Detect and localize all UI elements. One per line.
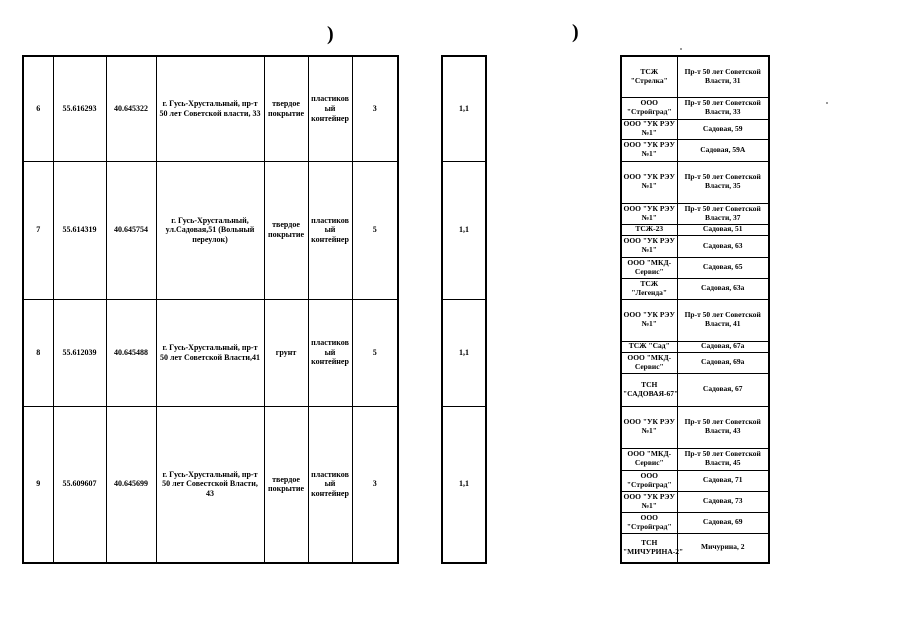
container-type-cell: пластиков ый контейнер bbox=[308, 299, 352, 406]
table-row bbox=[621, 56, 769, 97]
table-row bbox=[621, 512, 769, 533]
page-mark-right: ) bbox=[572, 21, 579, 43]
address-cell: г. Гусь-Хрустальный, пр-т 50 лет Советской власти, 33 bbox=[156, 56, 264, 161]
building-address-cell: Садовая, 63а bbox=[677, 278, 769, 299]
latitude-cell: 55.614319 bbox=[53, 161, 106, 299]
table-row bbox=[621, 278, 769, 299]
table-row bbox=[621, 373, 769, 406]
longitude-cell: 40.645322 bbox=[106, 56, 156, 161]
table-row bbox=[23, 161, 398, 299]
table-row bbox=[621, 97, 769, 119]
table-row bbox=[621, 224, 769, 235]
building-address-cell: Садовая, 71 bbox=[677, 470, 769, 491]
table-row bbox=[621, 299, 769, 341]
table-row bbox=[23, 299, 398, 406]
table-row bbox=[621, 352, 769, 373]
building-address-cell: Пр-т 50 лет Советской Власти, 31 bbox=[677, 56, 769, 97]
table-row bbox=[442, 299, 486, 406]
surface-cell: твердое покрытие bbox=[264, 406, 308, 563]
organization-cell: ТСЖ "Стрелка" bbox=[621, 56, 677, 97]
organization-cell: ООО "УК РЭУ №1" bbox=[621, 203, 677, 224]
container-sites-table bbox=[22, 55, 399, 564]
scan-speck bbox=[826, 102, 828, 104]
building-address-cell: Садовая, 67а bbox=[677, 341, 769, 352]
building-address-cell: Пр-т 50 лет Советской Власти, 45 bbox=[677, 448, 769, 470]
container-type-cell: пластиков ый контейнер bbox=[308, 161, 352, 299]
table-row bbox=[621, 119, 769, 139]
container-count-cell: 5 bbox=[352, 299, 398, 406]
container-count-cell: 5 bbox=[352, 161, 398, 299]
organization-cell: ООО "УК РЭУ №1" bbox=[621, 299, 677, 341]
coefficient-table bbox=[441, 55, 487, 564]
coefficient-cell: 1,1 bbox=[442, 406, 486, 563]
table-row bbox=[442, 56, 486, 161]
table-row bbox=[621, 406, 769, 448]
row-number: 6 bbox=[23, 56, 53, 161]
table-row bbox=[621, 470, 769, 491]
organization-cell: ООО "УК РЭУ №1" bbox=[621, 406, 677, 448]
building-address-cell: Садовая, 67 bbox=[677, 373, 769, 406]
table-row bbox=[442, 161, 486, 299]
surface-cell: твердое покрытие bbox=[264, 56, 308, 161]
container-type-cell: пластиков ый контейнер bbox=[308, 406, 352, 563]
organization-cell: ООО "Стройград" bbox=[621, 97, 677, 119]
management-organizations-table bbox=[620, 55, 770, 564]
address-cell: г. Гусь-Хрустальный, пр-т 50 лет Советской Власти,41 bbox=[156, 299, 264, 406]
organization-cell: ООО "МКД-Сервис" bbox=[621, 352, 677, 373]
table-row bbox=[621, 203, 769, 224]
building-address-cell: Пр-т 50 лет Советской Власти, 37 bbox=[677, 203, 769, 224]
organization-cell: ООО "Стройград" bbox=[621, 470, 677, 491]
coefficient-cell: 1,1 bbox=[442, 299, 486, 406]
building-address-cell: Садовая, 51 bbox=[677, 224, 769, 235]
page-mark-left: ) bbox=[327, 23, 334, 45]
row-number: 9 bbox=[23, 406, 53, 563]
table-row bbox=[23, 56, 398, 161]
address-cell: г. Гусь-Хрустальный, ул.Садовая,51 (Вольный переулок) bbox=[156, 161, 264, 299]
table-row bbox=[621, 533, 769, 563]
address-cell: г. Гусь-Хрустальный, пр-т 50 лет Совестской Власти, 43 bbox=[156, 406, 264, 563]
building-address-cell: Мичурина, 2 bbox=[677, 533, 769, 563]
longitude-cell: 40.645699 bbox=[106, 406, 156, 563]
organization-cell: ООО "УК РЭУ №1" bbox=[621, 161, 677, 203]
organization-cell: ООО "УК РЭУ №1" bbox=[621, 491, 677, 512]
building-address-cell: Садовая, 65 bbox=[677, 257, 769, 278]
surface-cell: грунт bbox=[264, 299, 308, 406]
container-count-cell: 3 bbox=[352, 56, 398, 161]
table-row bbox=[621, 139, 769, 161]
organization-cell: ТСЖ "Сад" bbox=[621, 341, 677, 352]
container-type-cell: пластиков ый контейнер bbox=[308, 56, 352, 161]
surface-cell: твердое покрытие bbox=[264, 161, 308, 299]
building-address-cell: Пр-т 50 лет Советской Власти, 35 bbox=[677, 161, 769, 203]
longitude-cell: 40.645488 bbox=[106, 299, 156, 406]
row-number: 8 bbox=[23, 299, 53, 406]
building-address-cell: Садовая, 59 bbox=[677, 119, 769, 139]
organization-cell: ТСЖ-23 bbox=[621, 224, 677, 235]
table-row bbox=[621, 491, 769, 512]
organization-cell: ООО "УК РЭУ №1" bbox=[621, 139, 677, 161]
organization-cell: ООО "МКД-Сервис" bbox=[621, 448, 677, 470]
organization-cell: ТСН "САДОВАЯ-67" bbox=[621, 373, 677, 406]
building-address-cell: Пр-т 50 лет Советской Власти, 33 bbox=[677, 97, 769, 119]
table-row bbox=[621, 257, 769, 278]
building-address-cell: Садовая, 63 bbox=[677, 235, 769, 257]
table-row bbox=[442, 406, 486, 563]
building-address-cell: Садовая, 73 bbox=[677, 491, 769, 512]
coefficient-cell: 1,1 bbox=[442, 56, 486, 161]
table-row bbox=[621, 235, 769, 257]
building-address-cell: Пр-т 50 лет Советской Власти, 41 bbox=[677, 299, 769, 341]
row-number: 7 bbox=[23, 161, 53, 299]
building-address-cell: Садовая, 59А bbox=[677, 139, 769, 161]
table-row bbox=[23, 406, 398, 563]
table-row bbox=[621, 341, 769, 352]
table-row bbox=[621, 448, 769, 470]
building-address-cell: Пр-т 50 лет Советской Власти, 43 bbox=[677, 406, 769, 448]
longitude-cell: 40.645754 bbox=[106, 161, 156, 299]
building-address-cell: Садовая, 69 bbox=[677, 512, 769, 533]
latitude-cell: 55.616293 bbox=[53, 56, 106, 161]
organization-cell: ООО "Стройград" bbox=[621, 512, 677, 533]
building-address-cell: Садовая, 69а bbox=[677, 352, 769, 373]
organization-cell: ТСЖ "Легенда" bbox=[621, 278, 677, 299]
container-count-cell: 3 bbox=[352, 406, 398, 563]
latitude-cell: 55.612039 bbox=[53, 299, 106, 406]
latitude-cell: 55.609607 bbox=[53, 406, 106, 563]
table-row bbox=[621, 161, 769, 203]
organization-cell: ООО "УК РЭУ №1" bbox=[621, 235, 677, 257]
coefficient-cell: 1,1 bbox=[442, 161, 486, 299]
organization-cell: ТСН "МИЧУРИНА-2" bbox=[621, 533, 677, 563]
organization-cell: ООО "МКД-Сервис" bbox=[621, 257, 677, 278]
organization-cell: ООО "УК РЭУ №1" bbox=[621, 119, 677, 139]
scan-speck bbox=[680, 48, 682, 50]
